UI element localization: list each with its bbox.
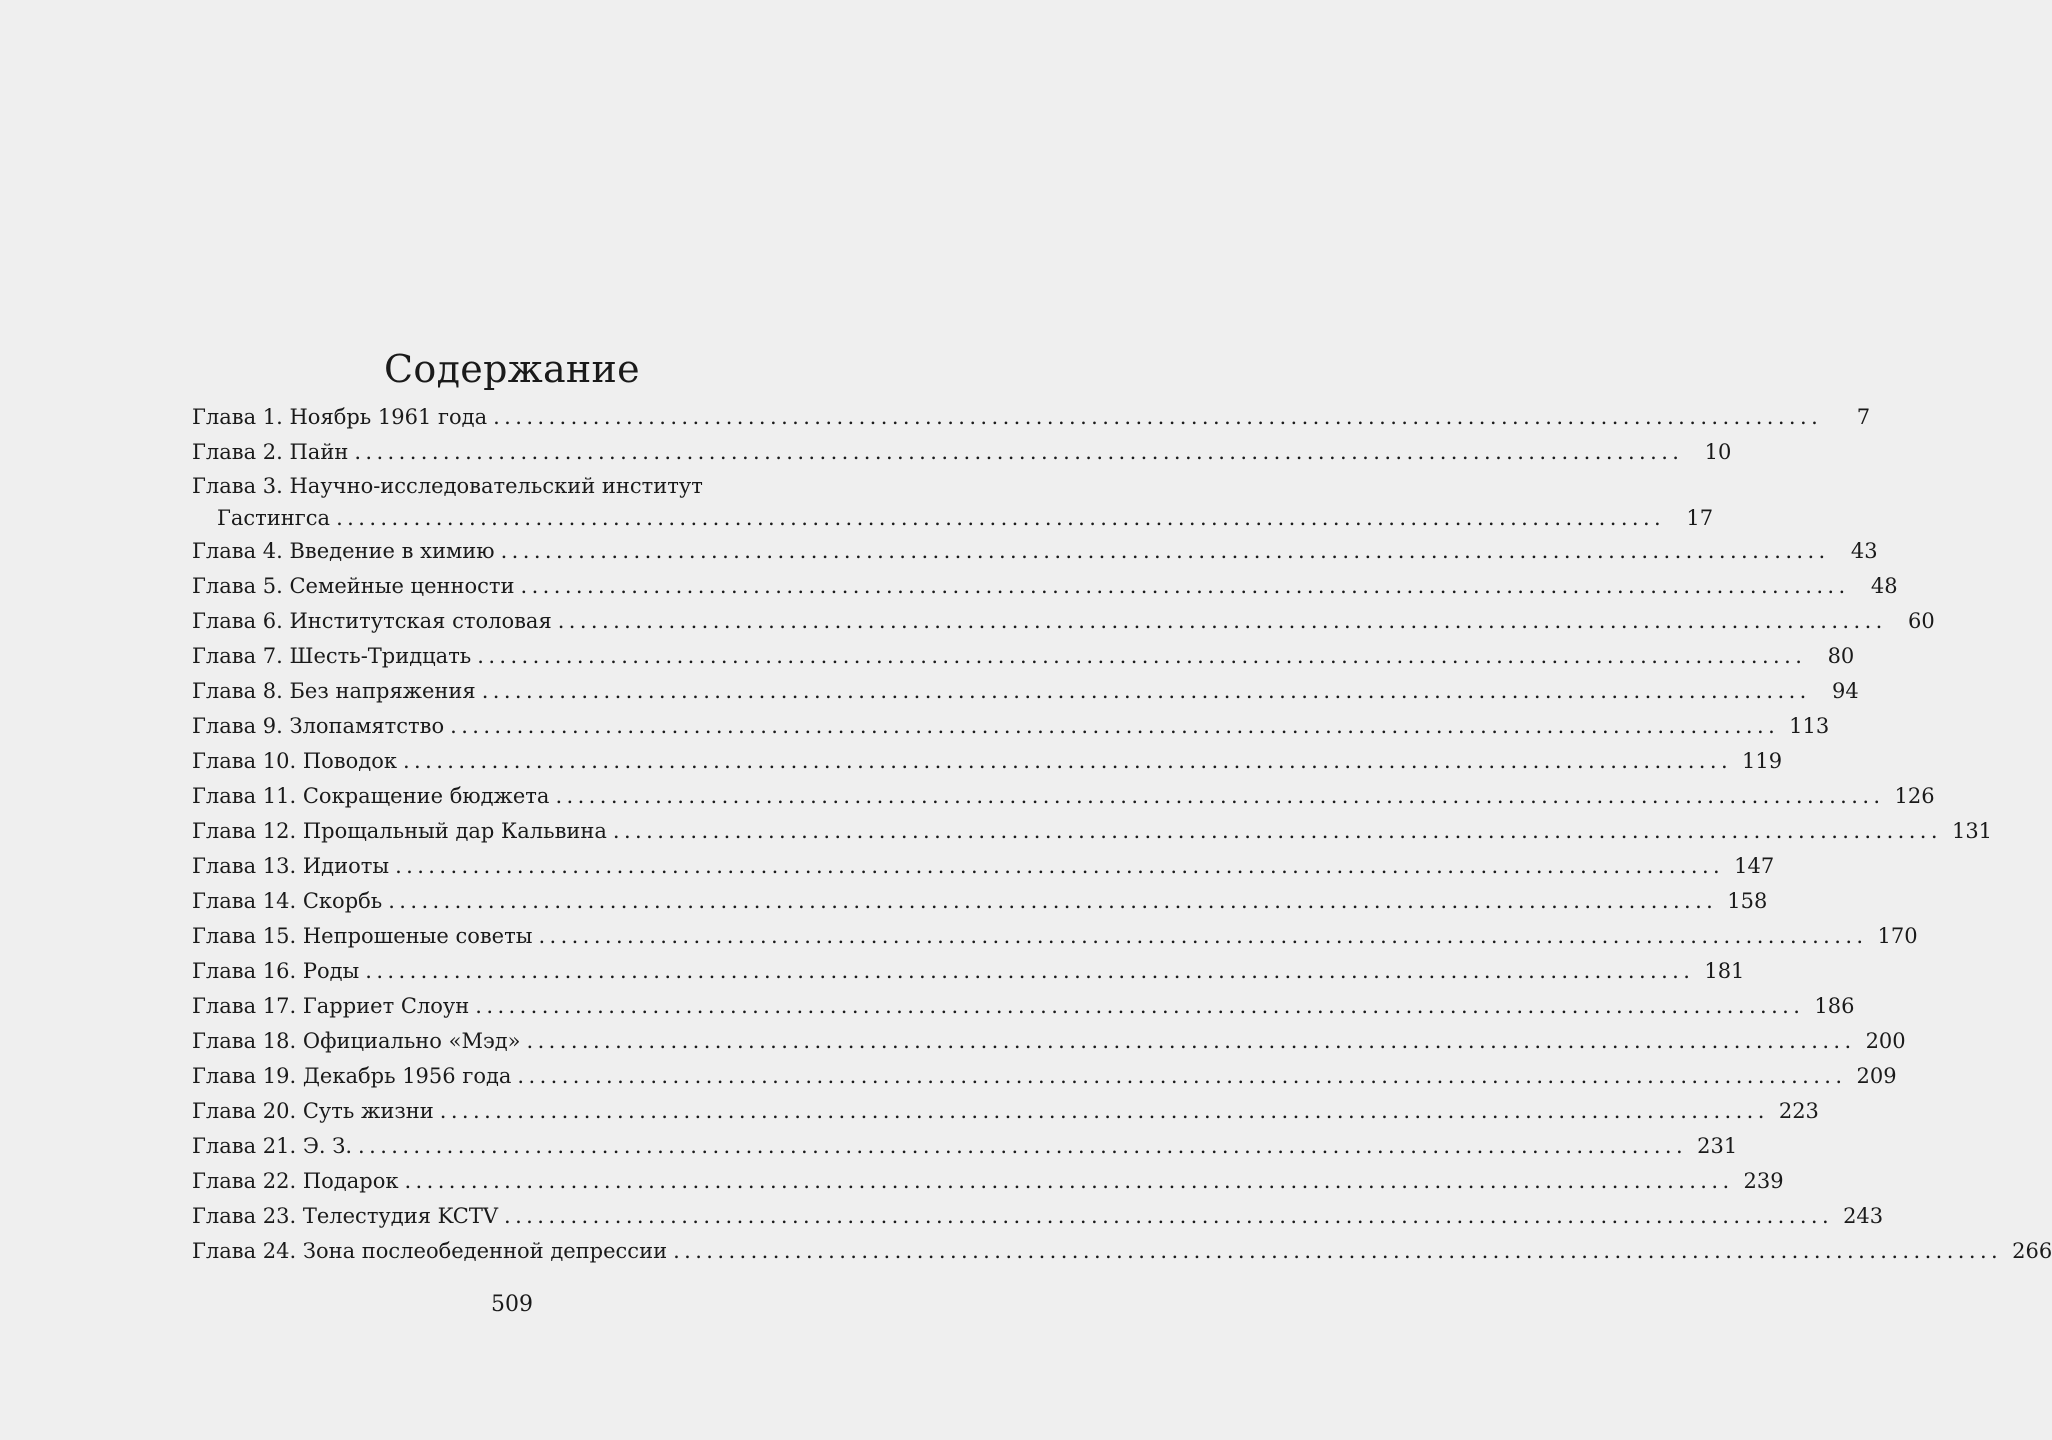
toc-entry-page: 10 <box>1704 440 1732 464</box>
leader-dots: ........................................................................................................................ <box>526 1029 1856 1053</box>
leader-dots: ........................................................................................................................ <box>538 924 1868 948</box>
toc-entry-title: Глава 13. Идиоты <box>192 854 390 878</box>
toc-entry-title: Глава 18. Официально «Мэд» <box>192 1029 521 1053</box>
toc-entry <box>192 470 1714 534</box>
leader-dots: ........................................................................................................................ <box>555 784 1885 808</box>
toc-entry-title: Глава 16. Роды <box>192 959 360 983</box>
toc-entry <box>192 814 1993 849</box>
toc-entry <box>192 639 1855 674</box>
toc-entry-title: Глава 14. Скорбь <box>192 889 383 913</box>
leader-dots: ........................................................................................................................ <box>517 1064 1847 1088</box>
leader-dots: ........................................................................................................................ <box>388 889 1718 913</box>
leader-dots: ........................................................................................................................ <box>673 1239 2003 1263</box>
leader-dots: ........................................................................................................................ <box>557 609 1887 633</box>
toc-entry-page: 186 <box>1814 994 1855 1018</box>
toc-entry <box>192 1059 1897 1094</box>
toc-entry-page: 239 <box>1743 1169 1784 1193</box>
toc-entry-page: 209 <box>1856 1064 1897 1088</box>
toc-entry-page: 266 <box>2012 1239 2052 1263</box>
toc-entry <box>192 1024 1906 1059</box>
toc-entry-title: Глава 8. Без напряжения <box>192 679 476 703</box>
toc-entry <box>192 569 1898 604</box>
toc-entry <box>192 1234 2052 1269</box>
toc-entry-page: 80 <box>1827 644 1855 668</box>
toc-entry <box>192 989 1855 1024</box>
toc-entry-page: 200 <box>1865 1029 1906 1053</box>
toc-entry <box>192 849 1775 884</box>
toc-entry <box>192 604 1935 639</box>
toc-entry <box>192 1164 1784 1199</box>
toc-entry-page: 17 <box>1686 506 1714 530</box>
toc-entry-title: Глава 1. Ноябрь 1961 года <box>192 405 488 429</box>
toc-entry-title: Глава 7. Шесть-Тридцать <box>192 644 472 668</box>
toc-entry <box>192 884 1768 919</box>
toc-entry-page: 231 <box>1697 1134 1738 1158</box>
toc-entry <box>192 435 1732 470</box>
toc-entry-title: Глава 21. Э. З. <box>192 1134 353 1158</box>
toc-entry-page: 94 <box>1832 679 1859 703</box>
toc-entry <box>192 674 1859 709</box>
leader-dots: ........................................................................................................................ <box>481 679 1811 703</box>
toc-entry-title: Глава 15. Непрошеные советы <box>192 924 533 948</box>
toc-entry-title: Глава 17. Гарриет Слоун <box>192 994 470 1018</box>
toc-entry <box>192 919 1918 954</box>
toc-entry-title: Глава 3. Научно-исследовательский институт <box>192 474 703 498</box>
toc-entry <box>192 954 1745 989</box>
leader-dots: ........................................................................................................................ <box>404 1169 1734 1193</box>
toc-entry-page: 223 <box>1778 1099 1819 1123</box>
leader-dots: ........................................................................................................................ <box>477 644 1807 668</box>
toc-entry <box>192 534 1878 569</box>
toc-entry-title: Глава 6. Институтская столовая <box>192 609 552 633</box>
leader-dots: ........................................................................................................................ <box>520 574 1850 598</box>
toc-entry <box>192 1199 1884 1234</box>
toc-entry-title: Глава 10. Поводок <box>192 749 397 773</box>
toc-entry-title: Глава 24. Зона послеобеденной депрессии <box>192 1239 668 1263</box>
toc-entry <box>192 744 1783 779</box>
toc-entry-continuation <box>192 502 1714 534</box>
leader-dots: ........................................................................................................................ <box>612 819 1942 843</box>
toc-entry-page: 158 <box>1727 889 1768 913</box>
leader-dots: ........................................................................................................................ <box>402 749 1733 773</box>
toc-entry-title: Глава 19. Декабрь 1956 года <box>192 1064 512 1088</box>
toc-entry <box>192 709 1830 744</box>
toc-entry-page: 170 <box>1877 924 1918 948</box>
toc-entry-title: Глава 23. Телестудия KCTV <box>192 1204 499 1228</box>
toc-entry <box>192 1129 1738 1164</box>
toc-entry-title: Глава 5. Семейные ценности <box>192 574 515 598</box>
leader-dots: ........................................................................................................................ <box>493 405 1823 429</box>
toc-entry-page: 113 <box>1789 714 1830 738</box>
toc-entry-title: Глава 9. Злопамятство <box>192 714 445 738</box>
leader-dots: ........................................................................................................................ <box>439 1099 1769 1123</box>
toc-entry-page: 119 <box>1742 749 1783 773</box>
toc-entry-page: 7 <box>1856 405 1871 429</box>
toc-entry-page: 147 <box>1734 854 1775 878</box>
toc-entry-title: Глава 20. Суть жизни <box>192 1099 434 1123</box>
toc-entry-title: Глава 11. Сокращение бюджета <box>192 784 550 808</box>
toc-entry-title: Глава 12. Прощальный дар Кальвина <box>192 819 607 843</box>
leader-dots: ........................................................................................................................ <box>475 994 1805 1018</box>
leader-dots: ........................................................................................................................ <box>395 854 1725 878</box>
leader-dots: ........................................................................................................................ <box>504 1204 1834 1228</box>
table-of-contents <box>192 400 2052 1269</box>
toc-entry-page: 243 <box>1843 1204 1884 1228</box>
toc-entry-page: 48 <box>1870 574 1898 598</box>
toc-entry-page: 131 <box>1951 819 1993 843</box>
leader-dots: ........................................................................................................................ <box>358 1134 1688 1158</box>
toc-entry-page: 181 <box>1704 959 1745 983</box>
toc-entry <box>192 779 1935 814</box>
toc-entry-title: Глава 2. Пайн <box>192 440 349 464</box>
toc-entry-title: Глава 22. Подарок <box>192 1169 399 1193</box>
leader-dots: ........................................................................................................................ <box>500 539 1830 563</box>
leader-dots: ........................................................................................................................ <box>336 506 1666 530</box>
leader-dots: ........................................................................................................................ <box>450 714 1780 738</box>
toc-entry-title-continued: Гастингса <box>217 506 331 530</box>
page-title: Содержание <box>384 347 640 392</box>
toc-entry <box>192 1094 1819 1129</box>
toc-entry-page: 43 <box>1850 539 1878 563</box>
leader-dots: ........................................................................................................................ <box>365 959 1695 983</box>
leader-dots: ........................................................................................................................ <box>354 440 1684 464</box>
toc-entry-title: Глава 4. Введение в химию <box>192 539 495 563</box>
toc-entry-page: 60 <box>1908 609 1935 633</box>
page-number: 509 <box>491 1292 533 1317</box>
toc-entry-page: 126 <box>1894 784 1935 808</box>
toc-entry <box>192 400 1871 435</box>
